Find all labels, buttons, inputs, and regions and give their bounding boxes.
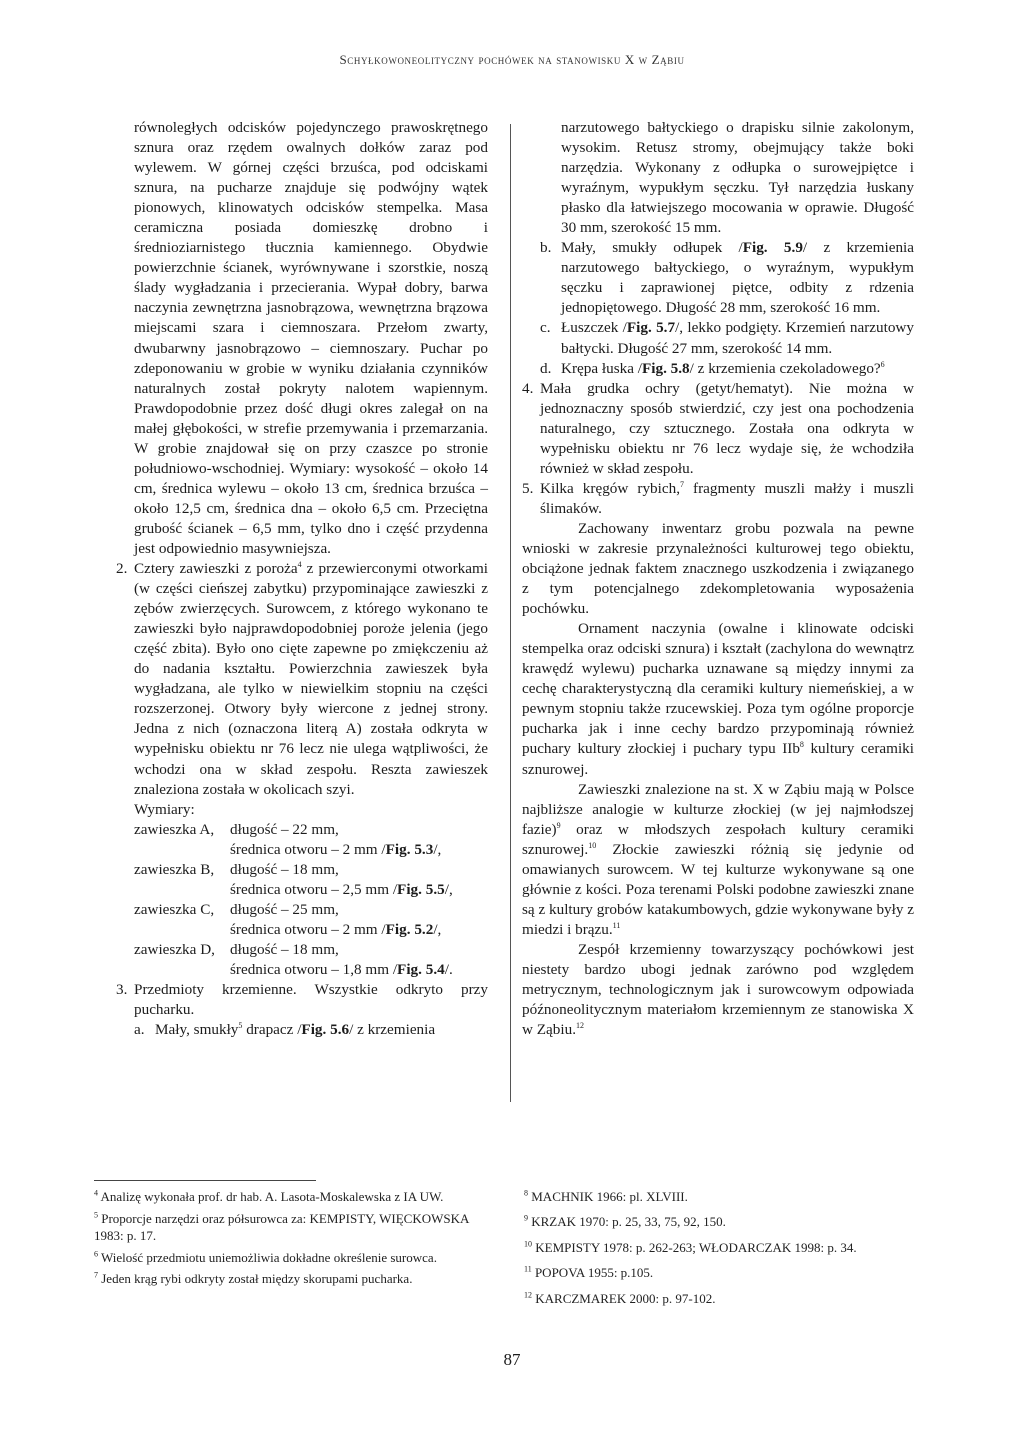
pendant-label: zawieszka A, (134, 820, 215, 838)
pendant-label: zawieszka D, (134, 940, 215, 958)
list-item-5 (522, 479, 914, 519)
dimension-row (134, 820, 488, 840)
list-number: 4. (522, 379, 534, 397)
list-body: Mały, smukły odłupek /Fig. 5.9/ z krzemienia narzutowego bałtyckiego, o wyraźnym, wypukłym sęczku i zaprawionej piętce, odbity z rdzenia jednopiętowego. Długość 28 mm, szerokość 16 mm. (561, 239, 914, 317)
right-paragraph-4: Zespół krzemienny towarzyszący pochówkowi jest niestety bardzo ubogi jednak zarówno pod względem metrycznym, technologicznym jak i surowcowym odpowiada późnoneolitycznym materiałom krzemiennym ze stanowiska X w Ząbiu.$^{12}$ (522, 940, 914, 1039)
list-item-4 (522, 379, 914, 479)
dimension-hole-row: średnica otworu – 2 mm /Fig. 5.2/, (230, 920, 442, 938)
figure-ref[interactable]: Fig. 5.7 (626, 319, 676, 337)
running-header: Schyłkowoneolityczny pochówek na stanowisku X w Ząbiu (339, 52, 685, 67)
left-paragraph-1: równoległych odcisków pojedynczego prawoskrętnego sznura oraz rzędem owalnych dołków zaraz pod wylewem. W górnej części brzuśca, pod odciskami sznura, na pucharze znajduje się podwójny wątek pionowych, klinowatych odcisków stempelka. Masa ceramiczna posiada domieszkę drobno i średnioziarnistego tłucznia kamiennego. Obydwie powierzchnie ścianek, wyrównywane i szorstkie, noszą ślady wygładzania i przecierania. Wypał dobry, barwa naczynia zewnętrzna jasnobrązowa, wewnętrzna brązowa miejscami szara i ciemnoszara. Przełom zwarty, dwubarwny jasnobrązowo – ciemnoszary. Puchar po zdeponowaniu w grobie w wyniku działania czynników naturalnych został pokryty nalotem wapiennym. Prawdopodobnie przez dość długi okres zalegał on na małej głębokości, w strefie przemywania i przemarzania. W grobie znajdował się on przy czaszce po stronie południowo-wschodniej. Wymiary: wysokość – około 14 cm, średnica wylewu – około 13 cm, średnica brzuśca – około 12,5 cm, średnica dna – około 6,5 cm. Przeciętna grubość ścianek – 6,5 mm, tylko dno i część przydenna jest odpowiednio masywniejsza. (134, 119, 488, 557)
figure-ref[interactable]: Fig. 5.6 (301, 1021, 350, 1039)
dimensions-list (134, 820, 488, 980)
figure-ref[interactable]: Fig. 5.8 (641, 359, 690, 377)
pendant-label: zawieszka B, (134, 860, 215, 878)
footnote: $^4$ Analizę wykonała prof. dr hab. A. Lasota-Moskalewska z IA UW. (94, 1188, 444, 1204)
dimension-hole-row: średnica otworu – 2,5 mm /Fig. 5.5/, (230, 880, 453, 898)
pendant-label: zawieszka C, (134, 900, 215, 918)
footnote-ref[interactable]: 4 (297, 559, 302, 569)
list-number: 3. (116, 981, 128, 999)
footnote-ref[interactable]: 7 (680, 479, 684, 489)
list-item-3 (116, 980, 488, 1020)
pendant-length: długość – 18 mm, (230, 860, 339, 878)
figure-ref[interactable]: Fig. 5.5 (397, 880, 445, 898)
footnote-rule (94, 1180, 316, 1181)
list-letter: b. (540, 239, 552, 257)
list-letter: a. (134, 1021, 145, 1039)
column-divider (510, 124, 511, 1102)
list-body: Przedmioty krzemienne. Wszystkie odkryto przy pucharku. (134, 981, 488, 1019)
dimension-hole-row: średnica otworu – 1,8 mm /Fig. 5.4/. (230, 960, 453, 978)
dimensions-block (116, 800, 488, 980)
footnotes-left (94, 1188, 488, 1292)
footnote: $^6$ Wielość przedmiotu uniemożliwia dokładne określenie surowca. (94, 1249, 437, 1265)
footnote: $^{11}$ POPOVA 1955: p.105. (524, 1264, 654, 1281)
list-number: 2. (116, 560, 128, 578)
pendant-length: długość – 25 mm, (230, 900, 339, 918)
footnote: $^9$ KRZAK 1970: p. 25, 33, 75, 92, 150. (524, 1214, 726, 1230)
footnote: $^5$ Proporcje narzędzi oraz półsurowca za: KEMPISTY, WIĘCKOWSKA 1983: p. 17. (94, 1210, 469, 1244)
left-column (116, 118, 488, 1040)
continuation-wrap (522, 118, 914, 379)
dimensions-label: Wymiary: (134, 800, 195, 818)
list-body: Mały, smukły$^5$ drapacz /Fig. 5.6/ z krzemienia (155, 1021, 436, 1039)
footnote: $^7$ Jeden krąg rybi odkryty został między skorupami pucharka. (94, 1271, 413, 1287)
dimension-row (134, 940, 488, 960)
footnote-ref[interactable]: 9 (556, 820, 561, 830)
list-letter: c. (540, 319, 551, 337)
pendant-length: długość – 18 mm, (230, 940, 339, 958)
footnote-ref[interactable]: 10 (588, 840, 597, 850)
footnote-ref[interactable]: 6 (880, 359, 885, 369)
list-body: Kilka kręgów rybich,$^7$ fragmenty muszli małży i muszli ślimaków. (540, 479, 915, 517)
footnote: $^{10}$ KEMPISTY 1978: p. 262-263; WŁODARCZAK 1998: p. 34. (524, 1239, 857, 1255)
figure-ref[interactable]: Fig. 5.9 (742, 239, 803, 257)
list-body: Łuszczek /Fig. 5.7/, lekko podgięty. Krzemień narzutowy bałtycki. Długość 27 mm, szerokość 14 mm. (561, 319, 914, 357)
figure-ref[interactable]: Fig. 5.4 (397, 960, 445, 978)
list-body: narzutowego bałtyckiego o drapisku silnie zakolonym, wysokim. Retusz stromy, obejmujący także boki narzędzia. Wykonany z odłupka o surowejpiętce i wyraźnym, wypukłym sęczku. Tył narzędzia łuskany płasko dla łatwiejszego mocowania w oprawie. Długość 30 mm, szerokość 15 mm. (561, 119, 914, 237)
pendant-length: długość – 22 mm, (230, 820, 339, 838)
list-item-3c (540, 318, 914, 358)
right-paragraph-3: Zawieszki znalezione na st. X w Ząbiu mają w Polsce najbliższe analogie w kulturze złockiej (w jej najmłodszej fazie)$^9$ oraz w młodszych zespołach kultury ceramiki sznurowej.$^{10}$ Złockie zawieszki różnią się jedynie od omawianych surowcem. W tej kulturze wykonywane są one głównie z kości. Poza terenami Polski podobne zawieszki znane są z kultury grobów katakumbowych, gdzie wykonywane były z miedzi i brązu.$^{11}$ (522, 780, 914, 938)
right-paragraph-2: Ornament naczynia (owalne i klinowate odciski stempelka oraz odciski sznura) i kształt (zachylona do wewnątrz krawędź wylewu) pucharka uznawane są między innymi za cechę charakterystyczną dla ceramiki kultury niemeńskiej, a w pewnym stopniu także rzucewskiej. Poza tym ogólne proporcje pucharka jak i inne cechy bardzo przypominają również puchary kultury złockiej i puchary typu IIb$^8$ kultury ceramiki sznurowej. (522, 620, 914, 778)
right-paragraph-1: Zachowany inwentarz grobu pozwala na pewne wnioski w zakresie przynależności kulturowej tego obiektu, obciążone jednak faktem znacznego uszkodzenia i związanego z tym potencjalnego zdekompletowania wyposażenia pochówku. (522, 519, 914, 618)
footnotes-right (524, 1188, 904, 1315)
list-body: Mała grudka ochry (getyt/hematyt). Nie można w jednoznaczny sposób stwierdzić, czy jest ona pochodzenia naturalnego, czy sztucznego. Została ona odkryta w wypełnisku obiektu nr 76 lecz wydaje się, że wchodziła również w skład zespołu. (540, 379, 914, 477)
list-item-3a-wrap (116, 1020, 488, 1040)
list-item-2 (116, 559, 488, 800)
list-item-3d (540, 359, 914, 379)
continuation (540, 118, 914, 238)
dimension-hole-row: średnica otworu – 2 mm /Fig. 5.3/, (230, 840, 442, 858)
footnote-ref[interactable]: 8 (799, 740, 804, 750)
list-body: Krępa łuska /Fig. 5.8/ z krzemienia czekoladowego?$^6$ (561, 359, 885, 377)
footnote: $^8$ MACHNIK 1966: pl. XLVIII. (524, 1188, 688, 1204)
right-column (522, 118, 914, 1040)
list-letter: d. (540, 359, 552, 377)
list-body: Cztery zawieszki z poroża$^4$ z przewierconymi otworkami (w części cieńszej zabytku) przypominające zawieszki z zębów zwierzęcych. Surowcem, z którego wykonano te zawieszki było najprawdopodobniej poroże jelenia (jego część zbita). Było ono cięte zapewne po zmiękczeniu aż do nadania kształtu. Powierzchnia zawieszek była wygładzana, ale tylko w niewielkim stopniu na części rozszerzonej. Otwory były wiercone z jednej strony. Jedna z nich (oznaczona literą A) została odkryta w wypełnisku obiektu nr 76 lecz nie ulega wątpliwości, że wchodzi ona w skład zespołu. Reszta zawieszek znaleziona została w okolicach szyi. (134, 559, 489, 798)
footnote-ref[interactable]: 11 (612, 920, 621, 930)
figure-ref[interactable]: Fig. 5.2 (385, 920, 434, 938)
figure-ref[interactable]: Fig. 5.3 (385, 840, 434, 858)
list-number: 5. (522, 479, 534, 497)
list-item-3b (540, 238, 914, 318)
footnote: $^{12}$ KARCZMAREK 2000: p. 97-102. (524, 1290, 716, 1306)
footnote-ref[interactable]: 12 (576, 1021, 584, 1031)
dimension-row (134, 860, 488, 880)
list-item-3a (134, 1020, 488, 1040)
page-number: 87 (503, 1350, 521, 1369)
footnote-ref[interactable]: 5 (238, 1021, 243, 1031)
dimension-row (134, 900, 488, 920)
